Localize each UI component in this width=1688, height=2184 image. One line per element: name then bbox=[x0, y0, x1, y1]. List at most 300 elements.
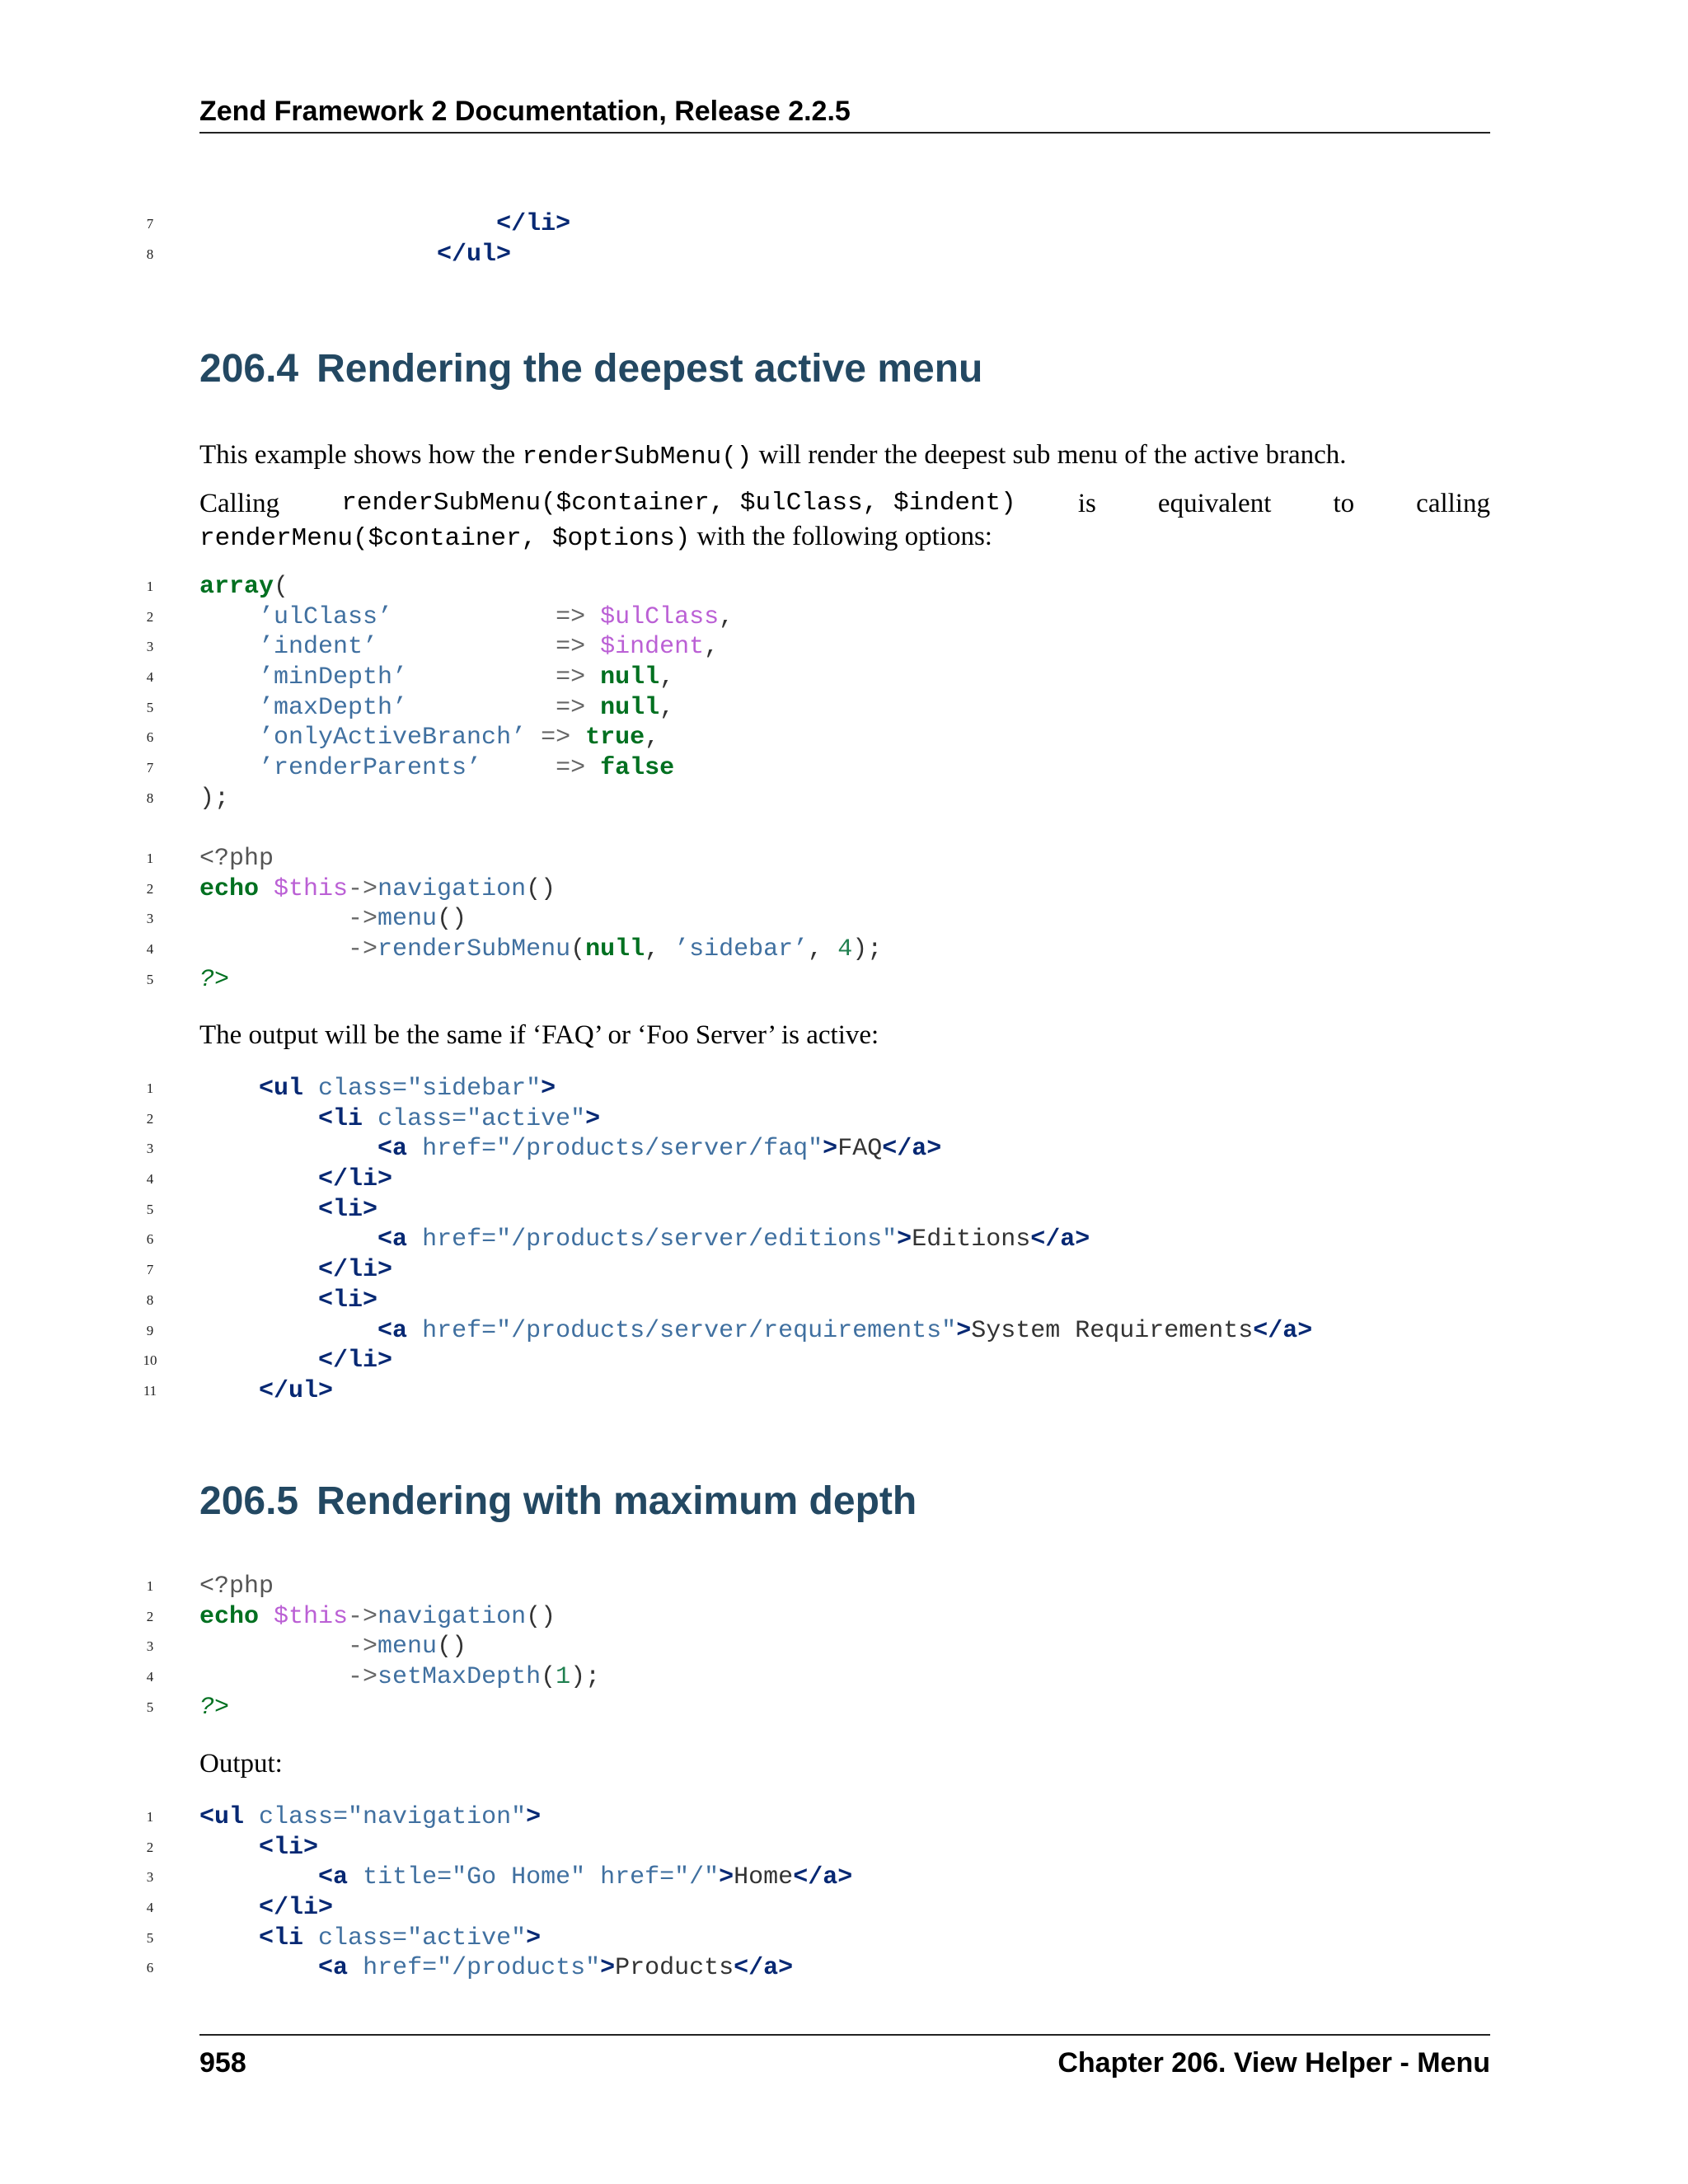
line-number: 7 bbox=[146, 216, 154, 232]
code-token: title="Go Home" bbox=[363, 1863, 586, 1892]
line-number: 2 bbox=[146, 1839, 154, 1855]
code-token: () bbox=[437, 905, 467, 934]
chapter-title: Chapter 206. View Helper - Menu bbox=[1057, 2047, 1490, 2079]
code-token: ); bbox=[852, 935, 883, 964]
code-token: Home bbox=[734, 1863, 794, 1892]
code-line bbox=[0, 904, 1688, 935]
code-block-html-navigation bbox=[0, 1802, 1688, 1984]
code-token: > bbox=[526, 1803, 542, 1831]
code-token: href="/products/server/faq" bbox=[422, 1135, 823, 1164]
code-token bbox=[199, 603, 259, 631]
code-line bbox=[0, 1632, 1688, 1662]
code-token: -> bbox=[348, 1663, 378, 1692]
code-text bbox=[199, 1802, 541, 1833]
line-number: 8 bbox=[146, 246, 154, 262]
code-text bbox=[199, 1165, 392, 1195]
inline-code: renderSubMenu($container, $ulClass, $indent) bbox=[341, 489, 1016, 518]
code-token: </li> bbox=[496, 210, 571, 238]
code-token: ’minDepth’ bbox=[259, 663, 408, 692]
code-line bbox=[0, 240, 1688, 270]
code-token bbox=[259, 875, 274, 903]
code-token: $this bbox=[274, 874, 349, 903]
code-token: -> bbox=[348, 1633, 378, 1661]
code-token bbox=[199, 210, 496, 238]
code-token bbox=[199, 1286, 318, 1315]
code-token: <li> bbox=[259, 1833, 319, 1862]
code-token: , bbox=[645, 935, 675, 964]
code-line bbox=[0, 784, 1688, 814]
code-token: navigation bbox=[377, 874, 527, 903]
code-line bbox=[0, 1316, 1688, 1347]
line-number: 3 bbox=[146, 1869, 154, 1886]
code-line bbox=[0, 602, 1688, 633]
code-token bbox=[199, 1317, 377, 1345]
code-token: href="/" bbox=[600, 1863, 720, 1892]
code-line bbox=[0, 1802, 1688, 1833]
code-token: => bbox=[556, 754, 586, 783]
code-token bbox=[199, 1954, 318, 1982]
code-token: () bbox=[526, 1602, 556, 1631]
code-token bbox=[199, 1377, 259, 1405]
code-token bbox=[199, 633, 259, 661]
code-token: -> bbox=[348, 905, 378, 934]
code-text bbox=[199, 632, 719, 663]
code-line bbox=[0, 1863, 1688, 1893]
line-number: 5 bbox=[146, 1929, 154, 1946]
code-token: class="navigation" bbox=[259, 1803, 527, 1831]
code-token bbox=[348, 1863, 363, 1891]
code-token bbox=[199, 1834, 259, 1862]
paragraph-intro bbox=[199, 438, 1490, 474]
code-token: </li> bbox=[318, 1165, 393, 1194]
code-token bbox=[303, 1924, 318, 1952]
code-token bbox=[259, 1603, 274, 1631]
code-token bbox=[526, 724, 541, 752]
code-token: -> bbox=[348, 1602, 378, 1631]
code-token: </a> bbox=[882, 1135, 942, 1164]
line-number: 6 bbox=[146, 729, 154, 746]
code-block-php-submenu bbox=[0, 844, 1688, 995]
text: Calling bbox=[199, 489, 280, 518]
code-token bbox=[377, 633, 556, 661]
code-token bbox=[585, 1863, 600, 1891]
code-text bbox=[199, 1863, 852, 1893]
code-token: ?> bbox=[199, 1693, 230, 1722]
code-token: <li> bbox=[318, 1195, 378, 1224]
line-number: 7 bbox=[146, 760, 154, 776]
code-text bbox=[199, 693, 674, 724]
text: is bbox=[1077, 489, 1096, 518]
code-token: $indent bbox=[600, 633, 705, 662]
line-number: 2 bbox=[146, 1110, 154, 1127]
code-token bbox=[199, 754, 259, 782]
code-token: => bbox=[556, 663, 586, 692]
code-token: class="active" bbox=[318, 1924, 527, 1952]
code-token bbox=[199, 724, 259, 752]
code-line bbox=[0, 1953, 1688, 1984]
code-token: ( bbox=[570, 935, 586, 964]
code-token bbox=[199, 1347, 318, 1375]
code-text bbox=[199, 1602, 556, 1633]
inline-code: renderSubMenu() bbox=[522, 443, 753, 471]
line-number: 3 bbox=[146, 639, 154, 655]
code-token: <a bbox=[377, 1226, 408, 1254]
text: will render the deepest sub menu of the active branch. bbox=[752, 440, 1347, 470]
code-token: => bbox=[556, 602, 586, 631]
code-token: > bbox=[956, 1316, 972, 1345]
code-token: , bbox=[645, 724, 660, 752]
code-line bbox=[0, 1693, 1688, 1723]
code-text bbox=[199, 1074, 556, 1104]
code-token: > bbox=[585, 1104, 601, 1133]
code-token: ?> bbox=[199, 965, 230, 994]
code-line bbox=[0, 693, 1688, 724]
text: equivalent bbox=[1157, 489, 1272, 518]
code-line bbox=[0, 1255, 1688, 1286]
code-line bbox=[0, 209, 1688, 240]
code-token bbox=[199, 241, 437, 269]
code-text bbox=[199, 1833, 318, 1863]
code-text bbox=[199, 1346, 392, 1376]
code-line bbox=[0, 1572, 1688, 1602]
code-line bbox=[0, 1833, 1688, 1863]
code-token bbox=[585, 694, 600, 722]
code-token: , bbox=[659, 663, 675, 692]
code-text bbox=[199, 1572, 274, 1602]
code-token bbox=[585, 754, 600, 782]
code-token: <a bbox=[377, 1316, 408, 1345]
line-number: 4 bbox=[146, 669, 154, 686]
line-number: 2 bbox=[146, 1608, 154, 1624]
code-line bbox=[0, 632, 1688, 663]
code-token: -> bbox=[348, 935, 378, 964]
running-footer bbox=[199, 2034, 1490, 2085]
line-number: 4 bbox=[146, 1171, 154, 1188]
code-line bbox=[0, 753, 1688, 784]
code-token: , bbox=[719, 602, 734, 631]
code-token bbox=[199, 1924, 259, 1952]
code-token: ); bbox=[199, 784, 230, 813]
code-token bbox=[199, 1894, 259, 1922]
code-token: ( bbox=[274, 573, 289, 601]
code-line bbox=[0, 874, 1688, 905]
line-number: 11 bbox=[143, 1382, 157, 1399]
line-number: 2 bbox=[146, 880, 154, 897]
code-line bbox=[0, 1662, 1688, 1693]
section-heading-206-4 bbox=[199, 346, 982, 391]
code-token: </ul> bbox=[259, 1376, 334, 1405]
code-text bbox=[199, 1134, 941, 1165]
code-text bbox=[199, 1195, 377, 1226]
text: This example shows how the bbox=[199, 440, 523, 470]
line-number: 10 bbox=[143, 1352, 157, 1369]
code-token: <li bbox=[259, 1924, 304, 1952]
code-token: Editions bbox=[912, 1226, 1031, 1254]
code-token: > bbox=[719, 1863, 734, 1892]
line-number: 3 bbox=[146, 1141, 154, 1157]
code-token bbox=[585, 603, 600, 631]
line-number: 2 bbox=[146, 608, 154, 625]
code-token: > bbox=[526, 1924, 542, 1952]
code-token: $ulClass bbox=[600, 602, 720, 631]
justified-line bbox=[199, 487, 1490, 520]
code-token bbox=[199, 905, 348, 933]
code-line bbox=[0, 1074, 1688, 1104]
line-number: 5 bbox=[146, 699, 154, 715]
code-token: ’renderParents’ bbox=[259, 754, 482, 783]
line-number: 4 bbox=[146, 1669, 154, 1685]
code-token: null bbox=[585, 935, 645, 964]
text-line bbox=[199, 520, 1490, 555]
code-token: ( bbox=[541, 1663, 556, 1692]
code-token: ’ulClass’ bbox=[259, 602, 393, 631]
section-number: 206.4 bbox=[199, 347, 299, 391]
code-token: , bbox=[808, 935, 838, 964]
code-token bbox=[199, 1226, 377, 1254]
code-token: <li> bbox=[318, 1286, 378, 1315]
code-line bbox=[0, 1376, 1688, 1407]
code-token: ); bbox=[570, 1663, 601, 1692]
code-token: echo bbox=[199, 874, 260, 903]
code-text bbox=[199, 965, 229, 996]
code-token: > bbox=[897, 1226, 912, 1254]
code-token bbox=[199, 1135, 377, 1163]
code-token bbox=[199, 1105, 318, 1133]
code-line bbox=[0, 1924, 1688, 1954]
line-number: 5 bbox=[146, 971, 154, 987]
line-number: 5 bbox=[146, 1201, 154, 1217]
code-token bbox=[199, 663, 259, 691]
code-token bbox=[303, 1075, 318, 1103]
code-token bbox=[585, 633, 600, 661]
header-title: Zend Framework 2 Documentation, Release 2.2.5 bbox=[199, 96, 851, 127]
code-token: true bbox=[585, 724, 645, 752]
code-text bbox=[199, 784, 229, 814]
code-token: () bbox=[437, 1633, 467, 1661]
code-text bbox=[199, 904, 467, 935]
code-text bbox=[199, 1376, 333, 1407]
code-block-html-sidebar bbox=[0, 1074, 1688, 1407]
code-token: ’maxDepth’ bbox=[259, 693, 408, 722]
code-line bbox=[0, 1195, 1688, 1226]
text: to bbox=[1333, 489, 1355, 518]
code-text bbox=[199, 1953, 793, 1984]
code-token: renderSubMenu bbox=[377, 935, 571, 964]
code-token: <a bbox=[318, 1954, 349, 1983]
line-number: 1 bbox=[146, 1080, 154, 1096]
code-text bbox=[199, 874, 556, 905]
code-line bbox=[0, 844, 1688, 874]
code-token bbox=[407, 1317, 422, 1345]
line-number: 4 bbox=[146, 1900, 154, 1916]
code-line bbox=[0, 935, 1688, 965]
code-token bbox=[199, 935, 348, 963]
code-token bbox=[363, 1105, 377, 1133]
code-text bbox=[199, 572, 288, 602]
code-token: <ul bbox=[259, 1075, 304, 1103]
code-token: <?php bbox=[199, 845, 274, 873]
code-text bbox=[199, 753, 674, 784]
code-line bbox=[0, 1225, 1688, 1255]
code-text bbox=[199, 1662, 600, 1693]
section-title: Rendering with maximum depth bbox=[316, 1479, 917, 1523]
code-text bbox=[199, 1286, 377, 1316]
code-line bbox=[0, 1165, 1688, 1195]
code-text bbox=[199, 240, 511, 270]
code-token: , bbox=[704, 633, 720, 662]
code-line bbox=[0, 723, 1688, 753]
line-number: 6 bbox=[146, 1960, 154, 1976]
code-token: <a bbox=[318, 1863, 349, 1892]
code-token: 4 bbox=[837, 935, 853, 964]
section-number: 206.5 bbox=[199, 1479, 299, 1523]
code-text bbox=[199, 1225, 1090, 1255]
code-text bbox=[199, 935, 882, 965]
paragraph-output-note: The output will be the same if ‘FAQ’ or ‘Foo Server’ is active: bbox=[199, 1020, 879, 1050]
code-token: array bbox=[199, 573, 274, 601]
code-token: > bbox=[600, 1954, 616, 1983]
code-block-top bbox=[0, 209, 1688, 269]
paragraph-equivalence bbox=[199, 487, 1490, 555]
line-number: 8 bbox=[146, 1291, 154, 1308]
code-token: , bbox=[659, 693, 675, 722]
code-token: 1 bbox=[556, 1663, 571, 1692]
text: calling bbox=[1416, 489, 1490, 518]
paragraph-output-label: Output: bbox=[199, 1749, 283, 1779]
code-line bbox=[0, 1602, 1688, 1633]
code-token bbox=[407, 1226, 422, 1254]
page-number: 958 bbox=[199, 2047, 246, 2079]
code-token bbox=[244, 1803, 259, 1831]
code-token: navigation bbox=[377, 1602, 527, 1631]
code-token: <?php bbox=[199, 1572, 274, 1601]
code-token bbox=[407, 663, 556, 691]
code-token: > bbox=[541, 1075, 556, 1103]
line-number: 4 bbox=[146, 941, 154, 958]
code-token: class="sidebar" bbox=[318, 1075, 542, 1103]
code-text bbox=[199, 1632, 467, 1662]
code-token: ’indent’ bbox=[259, 633, 378, 662]
code-token: setMaxDepth bbox=[377, 1663, 542, 1692]
code-token bbox=[199, 1863, 318, 1891]
code-token: menu bbox=[377, 1633, 438, 1661]
code-token bbox=[585, 663, 600, 691]
line-number: 8 bbox=[146, 790, 154, 806]
line-number: 3 bbox=[146, 1638, 154, 1655]
code-token: <li bbox=[318, 1104, 363, 1133]
line-number: 9 bbox=[146, 1322, 154, 1338]
line-number: 1 bbox=[146, 1809, 154, 1825]
code-token bbox=[199, 1663, 348, 1691]
code-text bbox=[199, 663, 674, 693]
code-text bbox=[199, 602, 734, 633]
code-token: </a> bbox=[1253, 1316, 1313, 1345]
code-block-php-maxdepth bbox=[0, 1572, 1688, 1722]
code-token: </a> bbox=[1030, 1226, 1090, 1254]
code-token: () bbox=[526, 874, 556, 903]
code-token: </a> bbox=[793, 1863, 853, 1892]
line-number: 1 bbox=[146, 579, 154, 594]
code-text bbox=[199, 1104, 600, 1135]
code-line bbox=[0, 663, 1688, 693]
code-token: null bbox=[600, 693, 660, 722]
code-token: href="/products/server/editions" bbox=[422, 1226, 898, 1254]
code-token bbox=[348, 1954, 363, 1982]
code-token: => bbox=[541, 724, 571, 752]
inline-code: renderMenu($container, $options) bbox=[199, 524, 691, 553]
code-token: menu bbox=[377, 905, 438, 934]
line-number: 3 bbox=[146, 911, 154, 927]
code-token: -> bbox=[348, 874, 378, 903]
code-token: </a> bbox=[734, 1954, 794, 1983]
code-line bbox=[0, 1104, 1688, 1135]
code-token: href="/products" bbox=[363, 1954, 601, 1983]
code-line bbox=[0, 1893, 1688, 1924]
line-number: 7 bbox=[146, 1262, 154, 1278]
code-token: </li> bbox=[318, 1347, 393, 1376]
code-block-options bbox=[0, 572, 1688, 814]
code-token: </ul> bbox=[437, 240, 512, 269]
code-token bbox=[392, 603, 556, 631]
code-text bbox=[199, 1255, 392, 1286]
code-token: => bbox=[556, 633, 586, 662]
code-token bbox=[199, 1165, 318, 1193]
code-token: href="/products/server/requirements" bbox=[422, 1316, 957, 1345]
code-token bbox=[199, 694, 259, 722]
code-token: class="active" bbox=[377, 1104, 586, 1133]
code-token bbox=[481, 754, 556, 782]
code-text bbox=[199, 1316, 1312, 1347]
section-heading-206-5 bbox=[199, 1479, 917, 1524]
code-token bbox=[199, 1196, 318, 1224]
code-text bbox=[199, 1693, 229, 1723]
code-token: </li> bbox=[318, 1256, 393, 1285]
code-token bbox=[570, 724, 585, 752]
running-header bbox=[199, 92, 1490, 134]
line-number: 5 bbox=[146, 1699, 154, 1715]
text: with the following options: bbox=[690, 522, 992, 551]
code-token: > bbox=[823, 1135, 838, 1164]
code-text bbox=[199, 844, 274, 874]
code-token: null bbox=[600, 663, 660, 692]
code-text bbox=[199, 209, 570, 240]
code-token bbox=[199, 1256, 318, 1284]
section-title: Rendering the deepest active menu bbox=[316, 347, 983, 391]
code-text bbox=[199, 723, 659, 753]
code-line bbox=[0, 1346, 1688, 1376]
line-number: 1 bbox=[146, 851, 154, 866]
code-text bbox=[199, 1924, 541, 1954]
code-line bbox=[0, 965, 1688, 996]
code-token bbox=[199, 1633, 348, 1661]
line-number: 6 bbox=[146, 1231, 154, 1248]
code-token: <ul bbox=[199, 1803, 245, 1831]
code-line bbox=[0, 1286, 1688, 1316]
code-token: Products bbox=[615, 1954, 734, 1983]
code-token: ’sidebar’ bbox=[674, 935, 809, 964]
code-line bbox=[0, 572, 1688, 602]
line-number: 1 bbox=[146, 1578, 154, 1594]
code-token: <a bbox=[377, 1135, 408, 1164]
code-token bbox=[407, 694, 556, 722]
code-token bbox=[407, 1135, 422, 1163]
code-token: ’onlyActiveBranch’ bbox=[259, 724, 527, 752]
code-token: false bbox=[600, 754, 675, 783]
code-token: echo bbox=[199, 1602, 260, 1631]
code-token bbox=[199, 1075, 259, 1103]
code-token: System Requirements bbox=[971, 1316, 1254, 1345]
code-token: FAQ bbox=[837, 1135, 883, 1164]
